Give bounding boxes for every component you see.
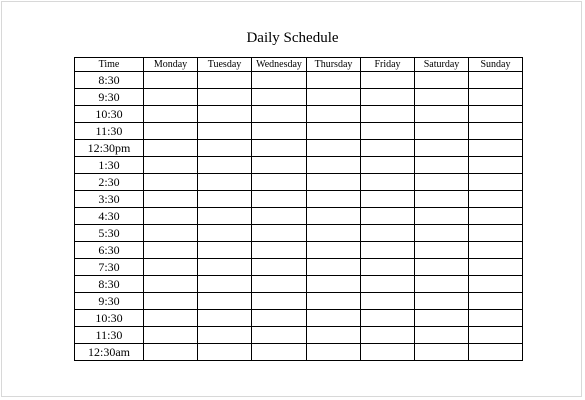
schedule-cell-friday [361,191,415,208]
schedule-cell-wednesday [252,310,307,327]
schedule-cell-tuesday [198,259,252,276]
schedule-cell-saturday [415,191,469,208]
schedule-cell-saturday [415,310,469,327]
schedule-cell-thursday [307,225,361,242]
table-row [75,242,523,259]
time-slot-cell: 11:30 [75,123,144,140]
schedule-cell-thursday [307,157,361,174]
table-row [75,72,523,89]
schedule-cell-thursday [307,140,361,157]
time-slot-cell: 4:30 [75,208,144,225]
schedule-cell-saturday [415,157,469,174]
table-row [75,123,523,140]
schedule-cell-saturday [415,89,469,106]
schedule-cell-saturday [415,174,469,191]
schedule-cell-wednesday [252,191,307,208]
schedule-cell-saturday [415,344,469,361]
schedule-cell-friday [361,208,415,225]
time-slot-cell: 9:30 [75,89,144,106]
schedule-cell-tuesday [198,225,252,242]
schedule-cell-thursday [307,327,361,344]
table-row [75,293,523,310]
schedule-cell-monday [144,276,198,293]
schedule-cell-tuesday [198,276,252,293]
schedule-cell-monday [144,242,198,259]
schedule-cell-thursday [307,259,361,276]
schedule-cell-tuesday [198,72,252,89]
schedule-cell-tuesday [198,191,252,208]
schedule-cell-thursday [307,106,361,123]
schedule-cell-wednesday [252,276,307,293]
time-slot-cell: 11:30 [75,327,144,344]
table-row [75,157,523,174]
column-header-monday: Monday [144,58,198,72]
time-slot-cell: 12:30pm [75,140,144,157]
schedule-cell-monday [144,344,198,361]
schedule-cell-thursday [307,242,361,259]
schedule-cell-thursday [307,344,361,361]
page-title: Daily Schedule [246,30,339,46]
schedule-cell-wednesday [252,123,307,140]
schedule-cell-saturday [415,242,469,259]
schedule-cell-sunday [469,123,523,140]
schedule-cell-tuesday [198,123,252,140]
schedule-cell-tuesday [198,157,252,174]
schedule-cell-sunday [469,327,523,344]
table-row [75,208,523,225]
schedule-cell-tuesday [198,208,252,225]
schedule-cell-sunday [469,106,523,123]
schedule-cell-wednesday [252,293,307,310]
schedule-cell-wednesday [252,89,307,106]
schedule-cell-thursday [307,310,361,327]
schedule-cell-wednesday [252,140,307,157]
schedule-cell-friday [361,344,415,361]
schedule-cell-monday [144,327,198,344]
time-slot-cell: 9:30 [75,293,144,310]
table-row [75,259,523,276]
schedule-cell-wednesday [252,106,307,123]
column-header-wednesday: Wednesday [252,58,307,72]
schedule-cell-thursday [307,174,361,191]
schedule-cell-saturday [415,123,469,140]
schedule-cell-thursday [307,208,361,225]
schedule-cell-sunday [469,140,523,157]
time-slot-cell: 7:30 [75,259,144,276]
schedule-cell-saturday [415,259,469,276]
table-row [75,310,523,327]
schedule-cell-friday [361,310,415,327]
schedule-cell-monday [144,106,198,123]
schedule-cell-saturday [415,276,469,293]
table-row [75,276,523,293]
schedule-cell-friday [361,293,415,310]
schedule-cell-wednesday [252,344,307,361]
schedule-cell-monday [144,310,198,327]
time-slot-cell: 8:30 [75,72,144,89]
schedule-cell-saturday [415,225,469,242]
time-slot-cell: 1:30 [75,157,144,174]
schedule-cell-tuesday [198,344,252,361]
column-header-tuesday: Tuesday [198,58,252,72]
schedule-cell-monday [144,174,198,191]
time-slot-cell: 10:30 [75,106,144,123]
schedule-cell-monday [144,140,198,157]
column-header-time: Time [75,58,144,72]
schedule-cell-wednesday [252,72,307,89]
schedule-cell-monday [144,259,198,276]
schedule-cell-sunday [469,310,523,327]
schedule-cell-tuesday [198,242,252,259]
schedule-cell-friday [361,174,415,191]
schedule-cell-friday [361,225,415,242]
schedule-cell-monday [144,72,198,89]
schedule-cell-friday [361,106,415,123]
schedule-cell-sunday [469,259,523,276]
schedule-body [75,72,523,361]
schedule-cell-tuesday [198,140,252,157]
column-header-friday: Friday [361,58,415,72]
schedule-cell-sunday [469,276,523,293]
schedule-cell-sunday [469,174,523,191]
schedule-table [74,57,523,361]
schedule-cell-sunday [469,89,523,106]
schedule-cell-tuesday [198,174,252,191]
schedule-cell-saturday [415,106,469,123]
column-header-thursday: Thursday [307,58,361,72]
schedule-cell-wednesday [252,208,307,225]
schedule-cell-thursday [307,191,361,208]
schedule-cell-friday [361,89,415,106]
schedule-cell-tuesday [198,310,252,327]
schedule-cell-wednesday [252,327,307,344]
schedule-cell-friday [361,72,415,89]
schedule-cell-sunday [469,293,523,310]
schedule-cell-saturday [415,327,469,344]
time-slot-cell: 2:30 [75,174,144,191]
schedule-cell-tuesday [198,293,252,310]
schedule-cell-saturday [415,140,469,157]
time-slot-cell: 12:30am [75,344,144,361]
schedule-cell-wednesday [252,225,307,242]
schedule-cell-friday [361,259,415,276]
column-header-saturday: Saturday [415,58,469,72]
schedule-cell-sunday [469,72,523,89]
schedule-cell-wednesday [252,174,307,191]
table-row [75,225,523,242]
table-row [75,191,523,208]
schedule-cell-thursday [307,89,361,106]
table-row [75,89,523,106]
header-row [75,58,523,72]
table-row [75,106,523,123]
time-slot-cell: 6:30 [75,242,144,259]
schedule-cell-sunday [469,242,523,259]
schedule-cell-saturday [415,293,469,310]
schedule-cell-tuesday [198,89,252,106]
table-row [75,140,523,157]
schedule-cell-thursday [307,293,361,310]
schedule-cell-friday [361,242,415,259]
schedule-cell-friday [361,327,415,344]
schedule-cell-thursday [307,276,361,293]
table-row [75,174,523,191]
schedule-cell-sunday [469,225,523,242]
schedule-cell-tuesday [198,327,252,344]
schedule-cell-wednesday [252,242,307,259]
schedule-cell-monday [144,191,198,208]
schedule-cell-wednesday [252,259,307,276]
schedule-cell-friday [361,123,415,140]
schedule-cell-saturday [415,208,469,225]
schedule-cell-tuesday [198,106,252,123]
schedule-cell-monday [144,293,198,310]
schedule-cell-monday [144,123,198,140]
schedule-cell-sunday [469,208,523,225]
time-slot-cell: 3:30 [75,191,144,208]
time-slot-cell: 5:30 [75,225,144,242]
table-row [75,344,523,361]
schedule-cell-friday [361,140,415,157]
schedule-cell-sunday [469,344,523,361]
schedule-cell-friday [361,157,415,174]
schedule-cell-monday [144,225,198,242]
schedule-cell-thursday [307,123,361,140]
time-slot-cell: 10:30 [75,310,144,327]
schedule-cell-sunday [469,157,523,174]
table-row [75,327,523,344]
schedule-cell-monday [144,157,198,174]
schedule-cell-monday [144,89,198,106]
schedule-cell-wednesday [252,157,307,174]
schedule-cell-saturday [415,72,469,89]
schedule-cell-thursday [307,72,361,89]
schedule-cell-sunday [469,191,523,208]
column-header-sunday: Sunday [469,58,523,72]
schedule-cell-friday [361,276,415,293]
schedule-cell-monday [144,208,198,225]
time-slot-cell: 8:30 [75,276,144,293]
